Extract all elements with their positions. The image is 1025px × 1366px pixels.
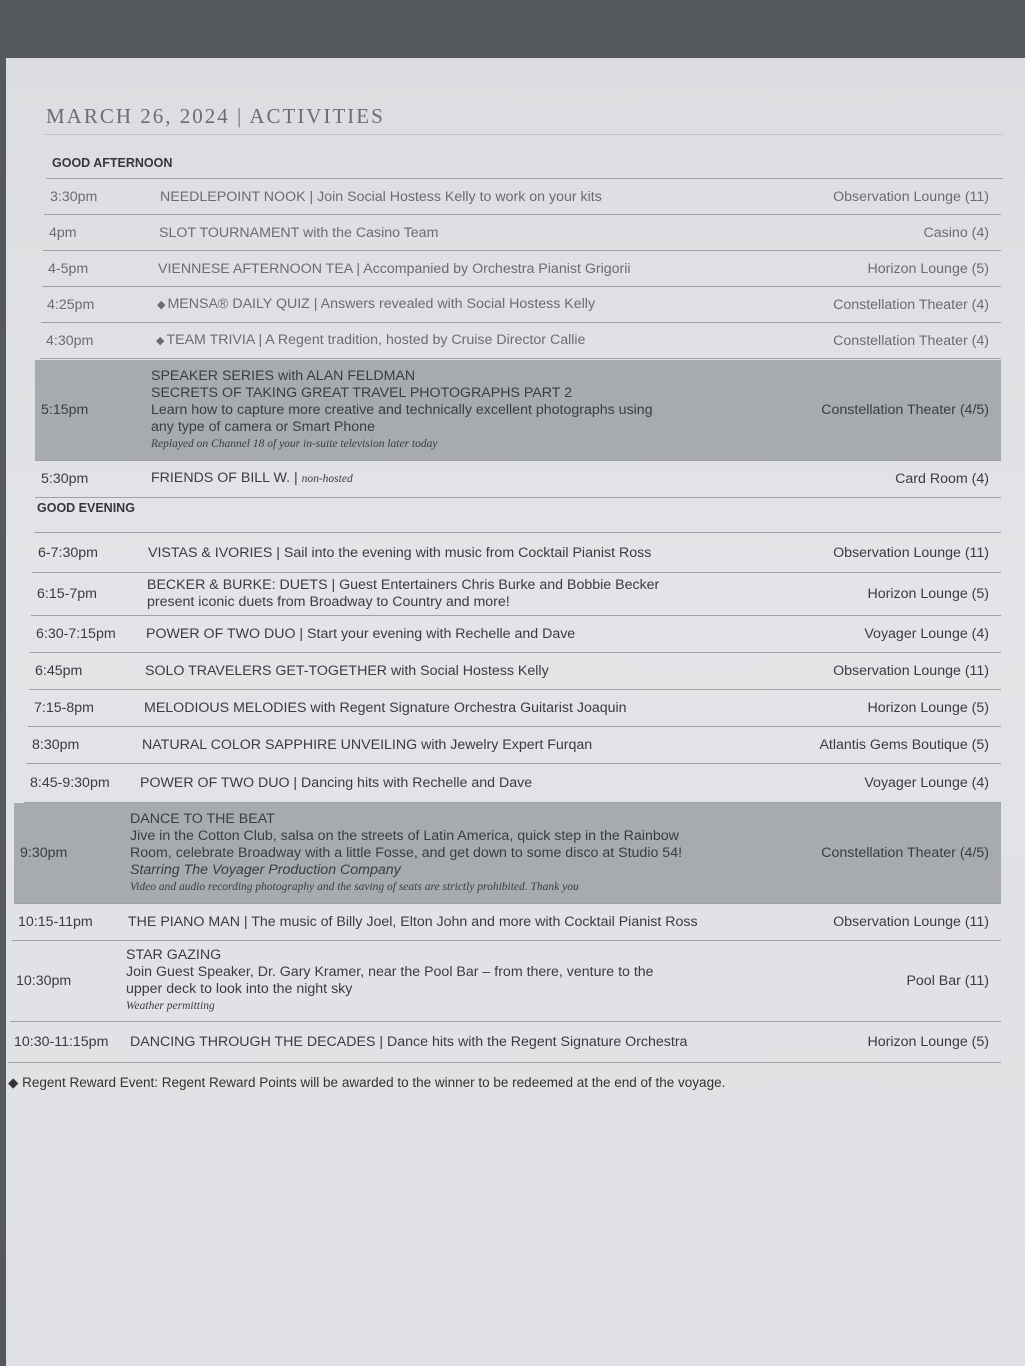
row-time: 10:15-11pm: [18, 914, 93, 930]
schedule-row: [43, 216, 1001, 251]
row-time: 5:15pm: [41, 402, 89, 418]
row-time: 3:30pm: [50, 189, 98, 205]
section-heading-evening: GOOD EVENING: [37, 501, 135, 515]
row-detail: Learn how to capture more creative and technically excellent photographs using any type of camera or Smart Phone: [151, 401, 653, 435]
row-note: Replayed on Channel 18 of your in-suite television later today: [151, 437, 438, 450]
row-description: DANCING THROUGH THE DECADES | Dance hits with the Regent Signature Orchestra: [130, 1033, 688, 1050]
schedule-row: [12, 904, 1001, 941]
row-text: MENSA® DAILY QUIZ | Answers revealed with Social Hostess Kelly: [167, 296, 596, 312]
schedule-row: [41, 288, 1001, 323]
row-location: Card Room (4): [895, 471, 989, 487]
row-time: 6:15-7pm: [37, 586, 97, 602]
reward-diamond-icon: ◆: [8, 1075, 19, 1090]
section-heading-afternoon: GOOD AFTERNOON: [52, 156, 173, 170]
schedule-row: [8, 1022, 1001, 1063]
schedule-row: [31, 573, 1001, 616]
row-text: TEAM TRIVIA | A Regent tradition, hosted by Cruise Director Callie: [166, 332, 586, 348]
row-detail: Join Guest Speaker, Dr. Gary Kramer, near the Pool Bar – from there, venture to the upper deck to look into the night sky: [126, 964, 654, 997]
schedule-row: [24, 764, 1001, 803]
row-time: 4pm: [49, 225, 77, 241]
activities-sheet: [6, 58, 1025, 1366]
row-location: Atlantis Gems Boutique (5): [819, 737, 989, 753]
row-note: non-hosted: [301, 473, 353, 485]
row-location: Constellation Theater (4/5): [821, 845, 989, 861]
schedule-row: [28, 690, 1001, 727]
row-time: 9:30pm: [20, 845, 68, 861]
row-time: 8:30pm: [32, 737, 80, 753]
row-detail: Jive in the Cotton Club, salsa on the streets of Latin America, quick step in the Rainbow Room, celebrate Broadway with a little Fosse, and get down to some disco at Studio 54!: [130, 827, 683, 861]
row-location: Voyager Lounge (4): [864, 775, 989, 791]
row-time: 4:30pm: [46, 333, 94, 349]
row-time: 6:45pm: [35, 663, 83, 679]
row-description: VISTAS & IVORIES | Sail into the evening with music from Cocktail Pianist Ross: [148, 544, 652, 561]
row-description: SLOT TOURNAMENT with the Casino Team: [159, 224, 439, 241]
reward-diamond-icon: ◆: [156, 335, 165, 347]
row-time: 8:45-9:30pm: [30, 775, 110, 791]
row-description: MELODIOUS MELODIES with Regent Signature Orchestra Guitarist Joaquin: [144, 699, 627, 716]
page-title: MARCH 26, 2024 | ACTIVITIES: [46, 104, 385, 128]
row-location: Observation Lounge (11): [833, 189, 989, 205]
row-location: Observation Lounge (11): [833, 663, 989, 679]
schedule-row-highlight: [35, 360, 1001, 461]
row-location: Pool Bar (11): [906, 973, 989, 989]
row-description: [130, 811, 739, 896]
schedule-row-highlight: [14, 803, 1001, 904]
row-location: Observation Lounge (11): [833, 914, 989, 930]
row-description: VIENNESE AFTERNOON TEA | Accompanied by Orchestra Pianist Grigorii: [158, 260, 631, 277]
divider: [34, 532, 1001, 533]
row-description: [157, 296, 739, 314]
row-time: 6:30-7:15pm: [36, 626, 116, 642]
row-time: 4-5pm: [48, 261, 89, 277]
row-note: Weather permitting: [126, 1000, 215, 1012]
row-time: 6-7:30pm: [38, 545, 98, 561]
schedule-row: [35, 461, 1001, 498]
footer-text: Regent Reward Event: Regent Reward Points will be awarded to the winner to be redeemed at the end of the voyage.: [22, 1075, 726, 1090]
schedule-row: [44, 180, 1001, 215]
row-description: BECKER & BURKE: DUETS | Guest Entertainers Chris Burke and Bobbie Becker present iconic duets from Broadway to Country and more!: [147, 577, 660, 610]
schedule-row: [32, 534, 1001, 573]
schedule-row: [42, 252, 1001, 287]
row-location: Constellation Theater (4): [833, 333, 989, 349]
row-location: Constellation Theater (4/5): [821, 402, 989, 418]
row-description: THE PIANO MAN | The music of Billy Joel, Elton John and more with Cocktail Pianist Ross: [128, 913, 698, 930]
row-location: Horizon Lounge (5): [867, 1034, 989, 1050]
schedule-row: [10, 941, 1001, 1022]
row-time: 5:30pm: [41, 471, 89, 487]
row-title: STAR GAZING: [126, 947, 222, 963]
row-description: POWER OF TWO DUO | Start your evening with Rechelle and Dave: [146, 625, 576, 642]
row-time: 7:15-8pm: [34, 700, 94, 716]
schedule-row: [40, 324, 1001, 359]
row-credit: Starring The Voyager Production Company: [130, 861, 401, 878]
row-title: SPEAKER SERIES with ALAN FELDMAN: [151, 367, 416, 384]
row-subtitle: SECRETS OF TAKING GREAT TRAVEL PHOTOGRAPHS PART 2: [151, 384, 572, 401]
schedule-row: [29, 653, 1001, 690]
row-time: 4:25pm: [47, 297, 95, 313]
row-description: SOLO TRAVELERS GET-TOGETHER with Social Hostess Kelly: [145, 662, 549, 679]
schedule-row: [26, 727, 1001, 764]
row-location: Observation Lounge (11): [833, 545, 989, 561]
row-note: Video and audio recording photography and the saving of seats are strictly prohibited. Thank you: [130, 880, 579, 893]
row-location: Casino (4): [923, 225, 989, 241]
row-time: 10:30-11:15pm: [14, 1034, 109, 1050]
row-time: 10:30pm: [16, 973, 72, 989]
row-text: FRIENDS OF BILL W. |: [151, 470, 298, 486]
reward-diamond-icon: ◆: [157, 299, 166, 311]
row-description: NEEDLEPOINT NOOK | Join Social Hostess Kelly to work on your kits: [160, 188, 602, 205]
row-description: POWER OF TWO DUO | Dancing hits with Rechelle and Dave: [140, 774, 533, 791]
row-location: Horizon Lounge (5): [867, 700, 989, 716]
row-location: Voyager Lounge (4): [864, 626, 989, 642]
row-description: [156, 332, 739, 350]
row-description: [126, 947, 739, 1015]
row-location: Constellation Theater (4): [833, 297, 989, 313]
row-location: Horizon Lounge (5): [867, 586, 989, 602]
footer-note: [8, 1075, 725, 1091]
row-description: [151, 470, 739, 488]
row-description: NATURAL COLOR SAPPHIRE UNVEILING with Jewelry Expert Furqan: [142, 736, 593, 753]
row-location: Horizon Lounge (5): [867, 261, 989, 277]
row-description: [151, 368, 739, 453]
divider: [46, 178, 1003, 179]
schedule-row: [30, 616, 1001, 653]
row-title: DANCE TO THE BEAT: [130, 810, 275, 827]
title-divider: [44, 134, 1003, 135]
